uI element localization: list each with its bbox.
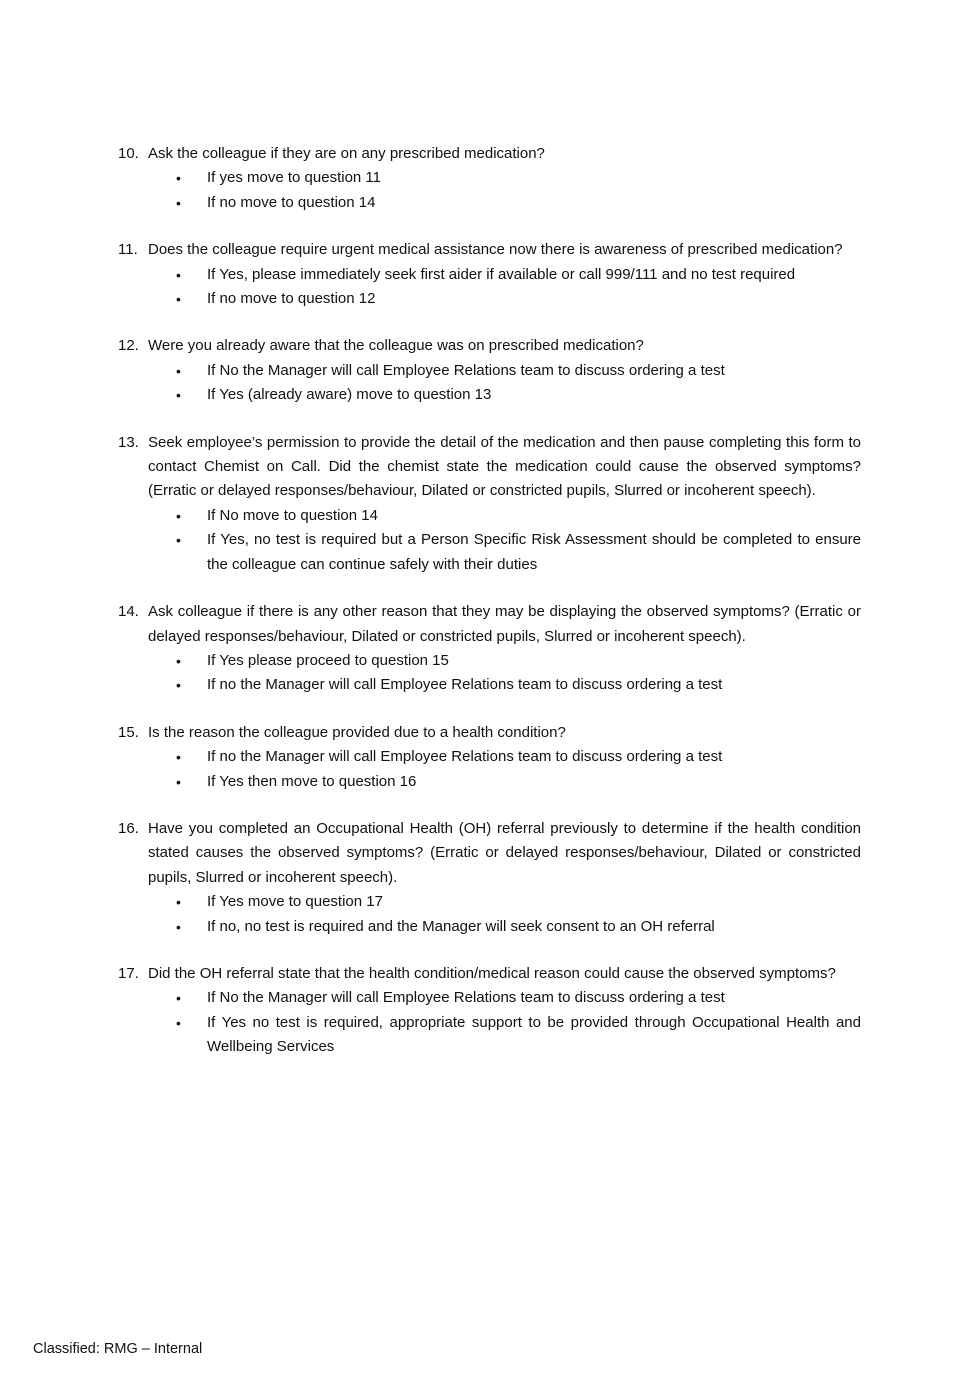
bullet-icon: • bbox=[176, 894, 181, 911]
answer-option bbox=[118, 1011, 861, 1060]
question-list bbox=[118, 142, 861, 1083]
question-number: 17. bbox=[118, 964, 139, 982]
answer-option-text: If no the Manager will call Employee Relations team to discuss ordering a test bbox=[207, 676, 723, 694]
answer-option-text: If Yes no test is required, appropriate support to be provided through Occupational Health and Wellbeing Services bbox=[207, 1013, 861, 1056]
answer-option bbox=[118, 528, 861, 577]
answer-option-text: If no the Manager will call Employee Relations team to discuss ordering a test bbox=[207, 748, 723, 766]
answer-option bbox=[118, 383, 861, 407]
bullet-icon: • bbox=[176, 749, 181, 766]
answer-option-text: If No the Manager will call Employee Relations team to discuss ordering a test bbox=[207, 989, 725, 1007]
bullet-icon: • bbox=[176, 990, 181, 1007]
question-text: Seek employee’s permission to provide the detail of the medication and then pause completing this form to contact Chemist on Call. Did the chemist state the medication could cause the observed symptoms? (Erratic or delayed responses/behaviour, Dilated or constricted pupils, Slurred or incoherent speech). bbox=[148, 433, 861, 500]
question-line bbox=[118, 238, 861, 262]
question-text: Does the colleague require urgent medical assistance now there is awareness of prescribed medication? bbox=[148, 241, 843, 259]
question-item bbox=[118, 600, 861, 698]
question-line bbox=[118, 334, 861, 358]
bullet-icon: • bbox=[176, 291, 181, 308]
answer-option-text: If yes move to question 11 bbox=[207, 169, 381, 187]
bullet-icon: • bbox=[176, 387, 181, 404]
answer-options bbox=[118, 649, 861, 698]
answer-options bbox=[118, 504, 861, 577]
question-number: 12. bbox=[118, 337, 139, 355]
answer-option-text: If no, no test is required and the Manager will seek consent to an OH referral bbox=[207, 917, 715, 935]
answer-option bbox=[118, 166, 861, 190]
bullet-icon: • bbox=[176, 507, 181, 524]
question-line bbox=[118, 600, 861, 649]
answer-option bbox=[118, 359, 861, 383]
question-line bbox=[118, 962, 861, 986]
question-item bbox=[118, 962, 861, 1060]
classification-footer: Classified: RMG – Internal bbox=[33, 1341, 203, 1357]
answer-option bbox=[118, 263, 861, 287]
answer-options bbox=[118, 263, 861, 312]
answer-option bbox=[118, 673, 861, 697]
answer-option-text: If no move to question 12 bbox=[207, 290, 376, 308]
question-number: 10. bbox=[118, 145, 139, 162]
question-number: 15. bbox=[118, 723, 139, 741]
bullet-icon: • bbox=[176, 773, 181, 790]
answer-options bbox=[118, 359, 861, 408]
question-item bbox=[118, 334, 861, 407]
question-text: Did the OH referral state that the health condition/medical reason could cause the observed symptoms? bbox=[148, 964, 836, 982]
bullet-icon: • bbox=[176, 1014, 181, 1031]
bullet-icon: • bbox=[176, 362, 181, 379]
answer-options bbox=[118, 745, 861, 794]
question-number: 13. bbox=[118, 433, 139, 451]
answer-option bbox=[118, 915, 861, 939]
question-text: Were you already aware that the colleague was on prescribed medication? bbox=[148, 337, 644, 355]
bullet-icon: • bbox=[176, 532, 181, 549]
question-number: 14. bbox=[118, 603, 139, 621]
question-text: Have you completed an Occupational Health (OH) referral previously to determine if the health condition stated causes the observed symptoms? (Erratic or delayed responses/behaviour, Dilated or constricted pupils, Slurred or incoherent speech). bbox=[148, 819, 861, 886]
question-item bbox=[118, 721, 861, 794]
answer-option bbox=[118, 191, 861, 215]
question-line bbox=[118, 817, 861, 890]
answer-options bbox=[118, 986, 861, 1059]
bullet-icon: • bbox=[176, 266, 181, 283]
bullet-icon: • bbox=[176, 194, 181, 211]
question-line bbox=[118, 431, 861, 504]
answer-option-text: If Yes then move to question 16 bbox=[207, 772, 417, 790]
question-item bbox=[118, 142, 861, 215]
answer-option-text: If Yes (already aware) move to question 13 bbox=[207, 386, 492, 404]
answer-option-text: If Yes move to question 17 bbox=[207, 893, 383, 911]
answer-option bbox=[118, 986, 861, 1010]
answer-option bbox=[118, 770, 861, 794]
question-text: Is the reason the colleague provided due to a health condition? bbox=[148, 723, 566, 741]
question-item bbox=[118, 431, 861, 577]
answer-option-text: If Yes, no test is required but a Person Specific Risk Assessment should be completed to ensure the colleague can continue safely with their duties bbox=[207, 531, 861, 573]
question-text: Ask colleague if there is any other reason that they may be displaying the observed symptoms? (Erratic or delayed responses/behaviour, Dilated or constricted pupils, Slurred or incoherent speech). bbox=[148, 603, 861, 645]
question-item bbox=[118, 817, 861, 939]
answer-option-text: If No move to question 14 bbox=[207, 506, 378, 524]
bullet-icon: • bbox=[176, 677, 181, 694]
bullet-icon: • bbox=[176, 918, 181, 935]
question-number: 16. bbox=[118, 819, 139, 837]
answer-option-text: If no move to question 14 bbox=[207, 193, 376, 211]
bullet-icon: • bbox=[176, 170, 181, 187]
question-line bbox=[118, 721, 861, 745]
answer-option-text: If Yes, please immediately seek first aider if available or call 999/111 and no test required bbox=[207, 265, 796, 283]
answer-option-text: If Yes please proceed to question 15 bbox=[207, 651, 449, 669]
bullet-icon: • bbox=[176, 652, 181, 669]
question-number: 11. bbox=[118, 241, 138, 259]
question-line bbox=[118, 142, 861, 166]
answer-options bbox=[118, 890, 861, 939]
answer-option-text: If No the Manager will call Employee Relations team to discuss ordering a test bbox=[207, 361, 725, 379]
answer-option bbox=[118, 504, 861, 528]
question-item bbox=[118, 238, 861, 311]
answer-option bbox=[118, 287, 861, 311]
answer-option bbox=[118, 649, 861, 673]
question-text: Ask the colleague if they are on any prescribed medication? bbox=[148, 145, 545, 162]
answer-option bbox=[118, 890, 861, 914]
answer-options bbox=[118, 166, 861, 215]
answer-option bbox=[118, 745, 861, 769]
